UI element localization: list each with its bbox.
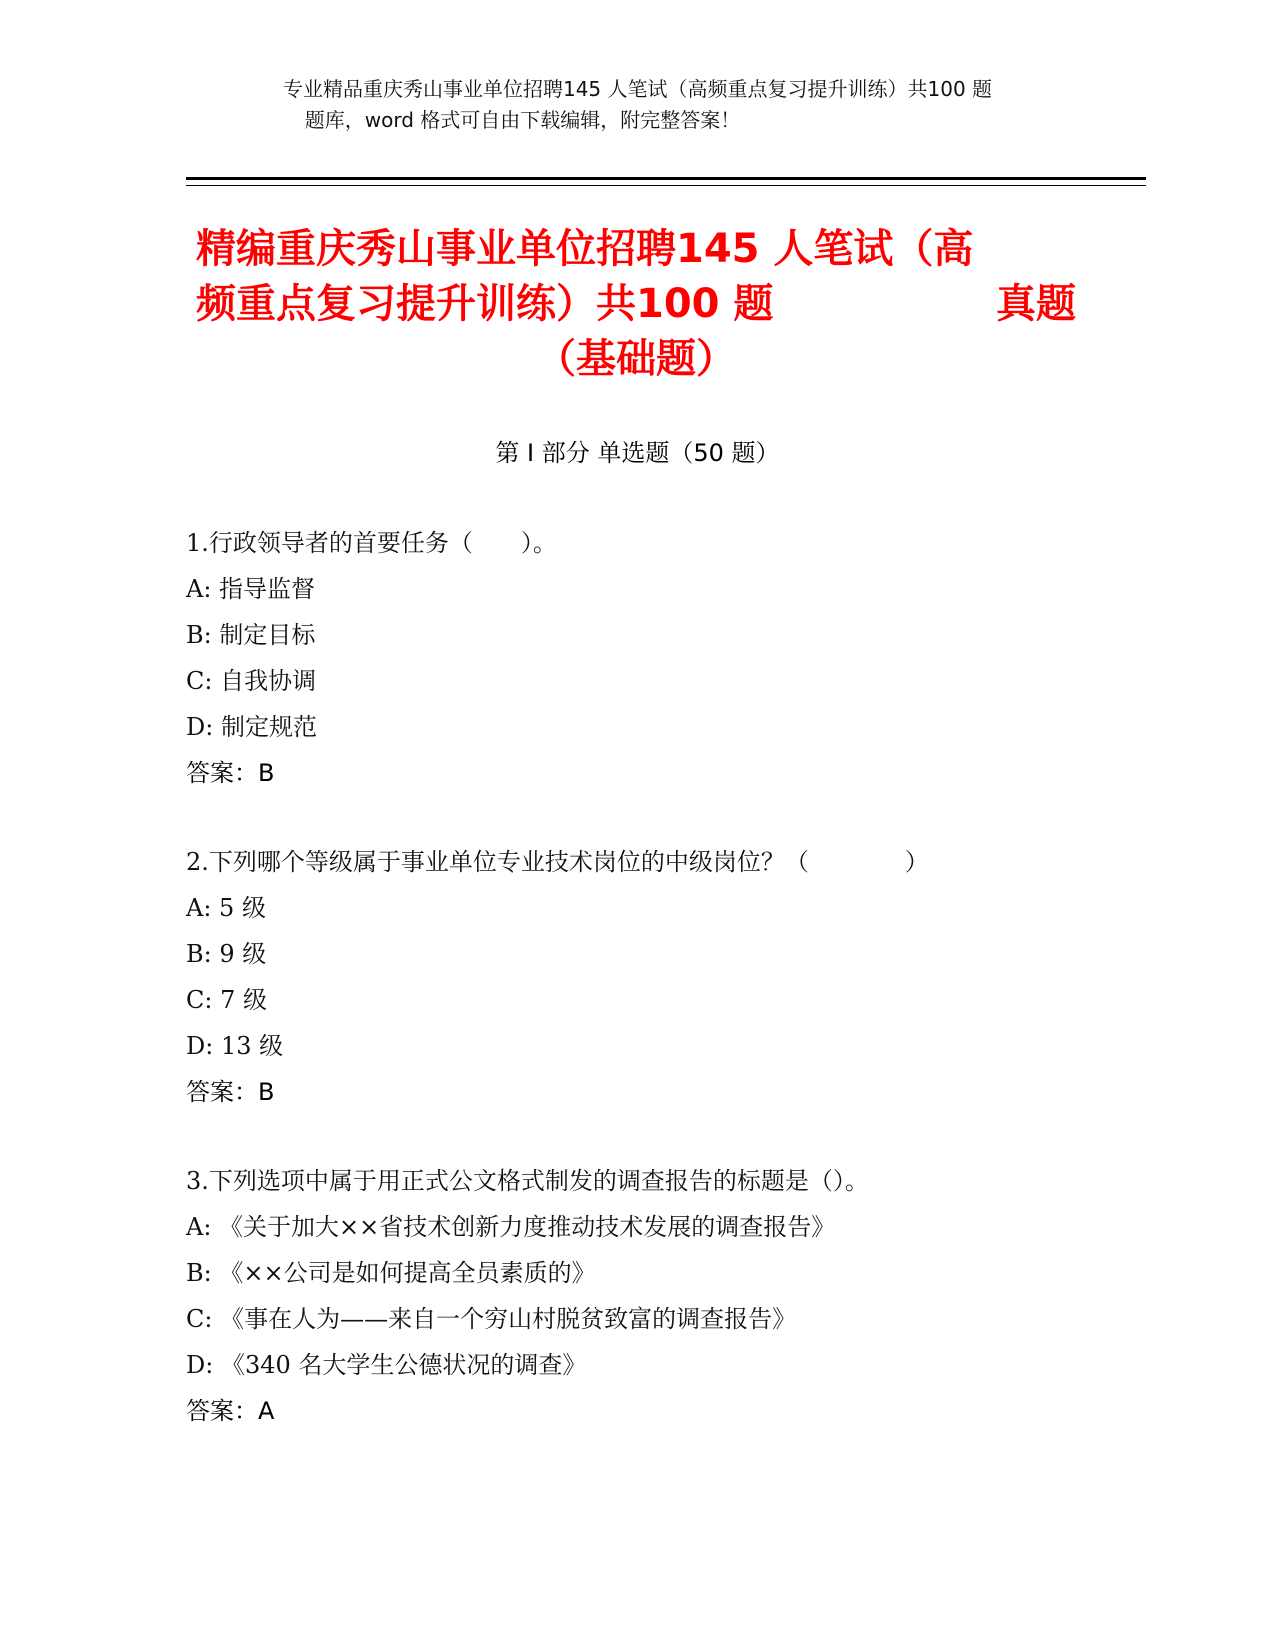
answer: 答案：B [186,1078,275,1106]
header-line-1: 专业精品重庆秀山事业单位招聘145 人笔试（高频重点复习提升训练）共100 题 [282,77,993,101]
option-d: D: 《340 名大学生公德状况的调查》 [186,1351,587,1379]
header-line-2: 题库，word 格式可自由下载编辑，附完整答案！ [304,108,741,132]
question-stem: 1.行政领导者的首要任务（ ）。 [186,529,557,557]
question-item [186,520,1086,796]
option-c: C: 7 级 [186,986,267,1014]
answer: 答案：A [186,1397,275,1425]
option-b: B: 9 级 [186,940,267,968]
question-item [186,839,1086,1115]
document-title [196,222,1076,387]
option-a: A: 《关于加大××省技术创新力度推动技术发展的调查报告》 [186,1213,836,1241]
section-title: 第 I 部分 单选题（50 题） [495,439,780,467]
document-header-note [0,74,1275,136]
question-list [186,520,1086,1477]
question-stem: 2.下列哪个等级属于事业单位专业技术岗位的中级岗位？（ ） [186,848,929,876]
title-line-1: 精编重庆秀山事业单位招聘145 人笔试（高 [196,226,974,272]
option-c: C: 自我协调 [186,667,317,695]
option-a: A: 5 级 [186,894,266,922]
question-item [186,1158,1086,1434]
option-d: D: 13 级 [186,1032,284,1060]
option-c: C: 《事在人为——来自一个穷山村脱贫致富的调查报告》 [186,1305,797,1333]
title-line-3: （基础题） [536,336,736,382]
answer: 答案：B [186,759,275,787]
option-d: D: 制定规范 [186,713,317,741]
header-divider-thick [186,177,1146,180]
title-line-2 [196,277,1076,332]
option-b: B: 《××公司是如何提高全员素质的》 [186,1259,596,1287]
header-divider-thin [186,185,1146,186]
title-line-2-right: 真题 [996,281,1076,327]
option-a: A: 指导监督 [186,575,316,603]
option-b: B: 制定目标 [186,621,316,649]
question-stem: 3.下列选项中属于用正式公文格式制发的调查报告的标题是（）。 [186,1167,869,1195]
title-line-2-left: 频重点复习提升训练）共100 题 [196,281,774,327]
